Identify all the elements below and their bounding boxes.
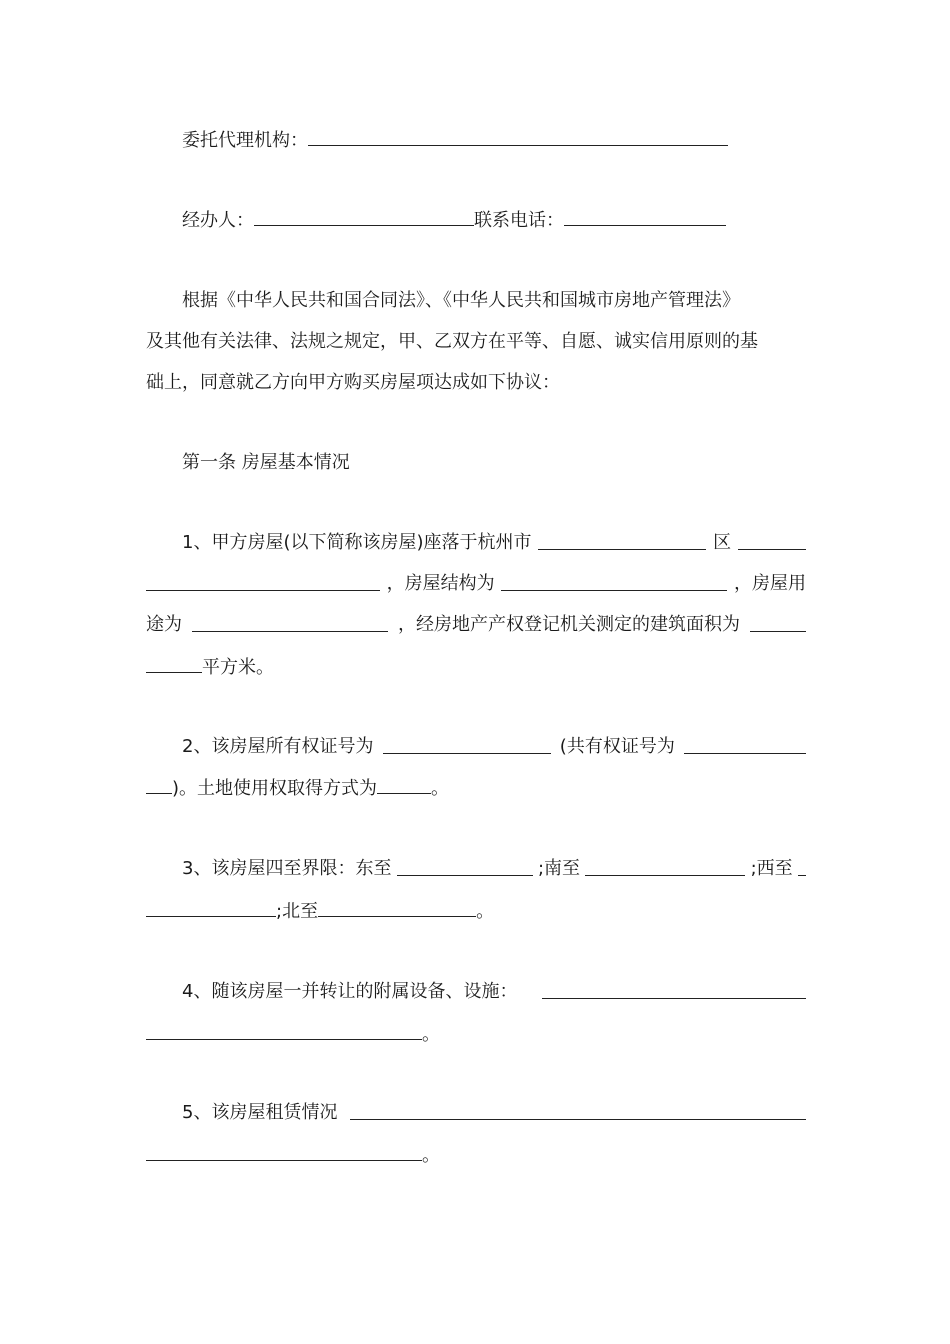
item-1-text-d: ，房屋用 <box>733 573 806 594</box>
handler-blank[interactable] <box>254 208 474 226</box>
item-3-text-a: 3、该房屋四至界限：东至 <box>182 858 392 879</box>
item-3-line-2 <box>146 899 806 923</box>
area-blank-a[interactable] <box>750 614 806 632</box>
west-boundary-blank-a[interactable] <box>798 858 806 876</box>
co-ownership-cert-blank-b[interactable] <box>146 776 172 794</box>
lease-status-blank-a[interactable] <box>350 1102 806 1120</box>
land-use-method-blank[interactable] <box>377 776 431 794</box>
item-1-text-b: 区 <box>713 532 732 553</box>
phone-label: 联系电话： <box>474 210 564 231</box>
co-ownership-cert-blank-a[interactable] <box>684 736 806 754</box>
item-1-text-e: 途为 <box>146 614 182 635</box>
article-1-title: 第一条 房屋基本情况 <box>182 452 350 473</box>
item-4-text-b: 。 <box>422 1024 440 1045</box>
structure-blank[interactable] <box>501 573 727 591</box>
item-1-text-g: 平方米。 <box>202 657 274 678</box>
item-5-line-2 <box>146 1143 806 1167</box>
item-2-text-b: (共有权证号为 <box>559 736 675 757</box>
intro-line-3: 础上，同意就乙方向甲方购买房屋项达成如下协议： <box>146 372 560 393</box>
item-3-text-b: ;南至 <box>537 858 581 879</box>
item-5-text-a: 5、该房屋租赁情况 <box>182 1102 338 1123</box>
item-4-text-a: 4、随该房屋一并转让的附属设备、设施： <box>182 981 518 1002</box>
item-3-text-d: ;北至 <box>276 901 319 922</box>
area-blank-b[interactable] <box>146 655 202 673</box>
location-blank-a[interactable] <box>738 532 806 550</box>
item-1-line-3 <box>146 614 806 636</box>
item-1-text-a: 1、甲方房屋(以下简称该房屋)座落于杭州市 <box>182 532 532 553</box>
item-2-line-2 <box>146 776 806 800</box>
agency-line <box>182 128 806 152</box>
item-5-line-1 <box>182 1102 806 1124</box>
item-3-line-1 <box>182 858 806 880</box>
ownership-cert-blank[interactable] <box>383 736 551 754</box>
attached-facilities-blank-b[interactable] <box>146 1022 422 1040</box>
handler-label: 经办人： <box>182 210 254 231</box>
item-4-line-1 <box>182 981 806 1003</box>
item-1-line-4 <box>146 655 806 679</box>
item-3-text-c: ;西至 <box>750 858 793 879</box>
agency-label: 委托代理机构： <box>182 130 308 151</box>
east-boundary-blank[interactable] <box>397 858 533 876</box>
item-1-line-1 <box>182 532 806 554</box>
item-3-text-e: 。 <box>476 901 495 922</box>
item-2-text-d: 。 <box>431 778 450 799</box>
item-1-text-f: ，经房地产产权登记机关测定的建筑面积为 <box>398 614 740 635</box>
item-2-line-1 <box>182 736 806 758</box>
attached-facilities-blank-a[interactable] <box>542 981 806 999</box>
item-4-line-2 <box>146 1022 806 1046</box>
item-1-line-2 <box>146 573 806 595</box>
north-boundary-blank[interactable] <box>318 899 476 917</box>
item-5-text-b: 。 <box>422 1145 440 1166</box>
handler-line <box>182 208 806 232</box>
intro-line-1: 根据《中华人民共和国合同法》、《中华人民共和国城市房地产管理法》 <box>182 290 740 311</box>
item-1-text-c: ，房屋结构为 <box>386 573 495 594</box>
intro-line-2: 及其他有关法律、法规之规定，甲、乙双方在平等、自愿、诚实信用原则的基 <box>146 331 758 352</box>
location-blank-b[interactable] <box>146 573 380 591</box>
agency-blank[interactable] <box>308 128 728 146</box>
lease-status-blank-b[interactable] <box>146 1143 422 1161</box>
item-2-text-c: )。土地使用权取得方式为 <box>172 778 378 799</box>
phone-blank[interactable] <box>564 208 726 226</box>
usage-blank[interactable] <box>192 614 388 632</box>
item-2-text-a: 2、该房屋所有权证号为 <box>182 736 374 757</box>
south-boundary-blank[interactable] <box>585 858 745 876</box>
west-boundary-blank-b[interactable] <box>146 899 276 917</box>
city-district-blank[interactable] <box>538 532 706 550</box>
